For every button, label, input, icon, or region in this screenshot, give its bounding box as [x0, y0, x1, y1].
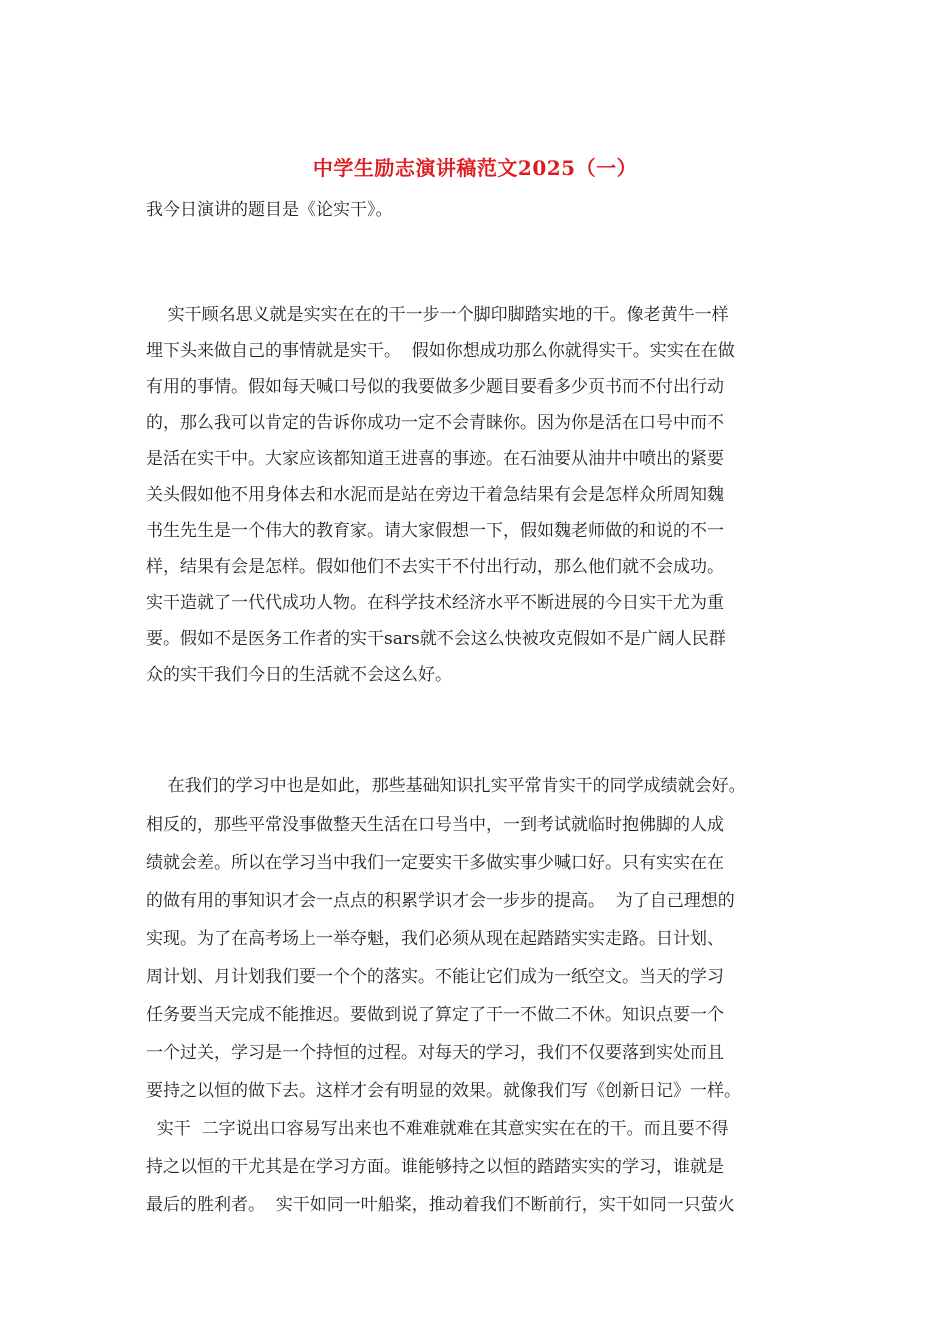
paragraph2-line: 持之以恒的干尤其是在学习方面。谁能够持之以恒的踏踏实实的学习，谁就是 [146, 1157, 724, 1177]
paragraph1-line: 的，那么我可以肯定的告诉你成功一定不会青睐你。因为你是活在口号中而不 [146, 413, 724, 433]
paragraph2-line: 任务要当天完成不能推迟。要做到说了算定了干一不做二不休。知识点要一个 [146, 1005, 724, 1025]
paragraph1-line: 样，结果有会是怎样。假如他们不去实干不付出行动，那么他们就不会成功。 [146, 557, 724, 577]
paragraph1-line: 要。假如不是医务工作者的实干sars就不会这么快被攻克假如不是广阔人民群 [146, 629, 726, 649]
paragraph1-line: 关头假如他不用身体去和水泥而是站在旁边干着急结果有会是怎样众所周知魏 [146, 485, 724, 505]
paragraph1-line: 众的实干我们今日的生活就不会这么好。 [146, 665, 452, 685]
paragraph2-line: 在我们的学习中也是如此，那些基础知识扎实平常肯实干的同学成绩就会好。 [146, 776, 746, 796]
paragraph2-line: 要持之以恒的做下去。这样才会有明显的效果。就像我们写《创新日记》一样。 [146, 1081, 741, 1101]
paragraph2-line: 实现。为了在高考场上一举夺魁，我们必须从现在起踏踏实实走路。日计划、 [146, 929, 724, 949]
intro-line: 我今日演讲的题目是《论实干》。 [146, 200, 393, 220]
paragraph1-line: 有用的事情。假如每天喊口号似的我要做多少题目要看多少页书而不付出行动 [146, 377, 724, 397]
paragraph2-line: 相反的，那些平常没事做整天生活在口号当中，一到考试就临时抱佛脚的人成 [146, 815, 724, 835]
paragraph2-line: 绩就会差。所以在学习当中我们一定要实干多做实事少喊口好。只有实实在在 [146, 853, 724, 873]
paragraph2-line: 一个过关，学习是一个持恒的过程。对每天的学习，我们不仅要落到实处而且 [146, 1043, 724, 1063]
paragraph2-line: 最后的胜利者。 实干如同一叶船桨，推动着我们不断前行，实干如同一只萤火 [146, 1195, 735, 1215]
paragraph1-line: 书生先生是一个伟大的教育家。请大家假想一下，假如魏老师做的和说的不一 [146, 521, 724, 541]
paragraph2-line: 的做有用的事知识才会一点点的积累学识才会一步步的提高。 为了自己理想的 [146, 891, 735, 911]
document-title: 中学生励志演讲稿范文2025（一） [312, 156, 638, 180]
paragraph2-line: 实干 二字说出口容易写出来也不难难就难在其意实实在在的干。而且要不得 [146, 1119, 729, 1139]
paragraph1-line: 是活在实干中。大家应该都知道王进喜的事迹。在石油要从油井中喷出的紧要 [146, 449, 724, 469]
paragraph1-line: 埋下头来做自己的事情就是实干。 假如你想成功那么你就得实干。实实在在做 [146, 341, 735, 361]
paragraph1-line: 实干顾名思义就是实实在在的干一步一个脚印脚踏实地的干。像老黄牛一样 [146, 305, 729, 325]
paragraph2-line: 周计划、月计划我们要一个个的落实。不能让它们成为一纸空文。当天的学习 [146, 967, 724, 987]
paragraph1-line: 实干造就了一代代成功人物。在科学技术经济水平不断进展的今日实干尤为重 [146, 593, 724, 613]
